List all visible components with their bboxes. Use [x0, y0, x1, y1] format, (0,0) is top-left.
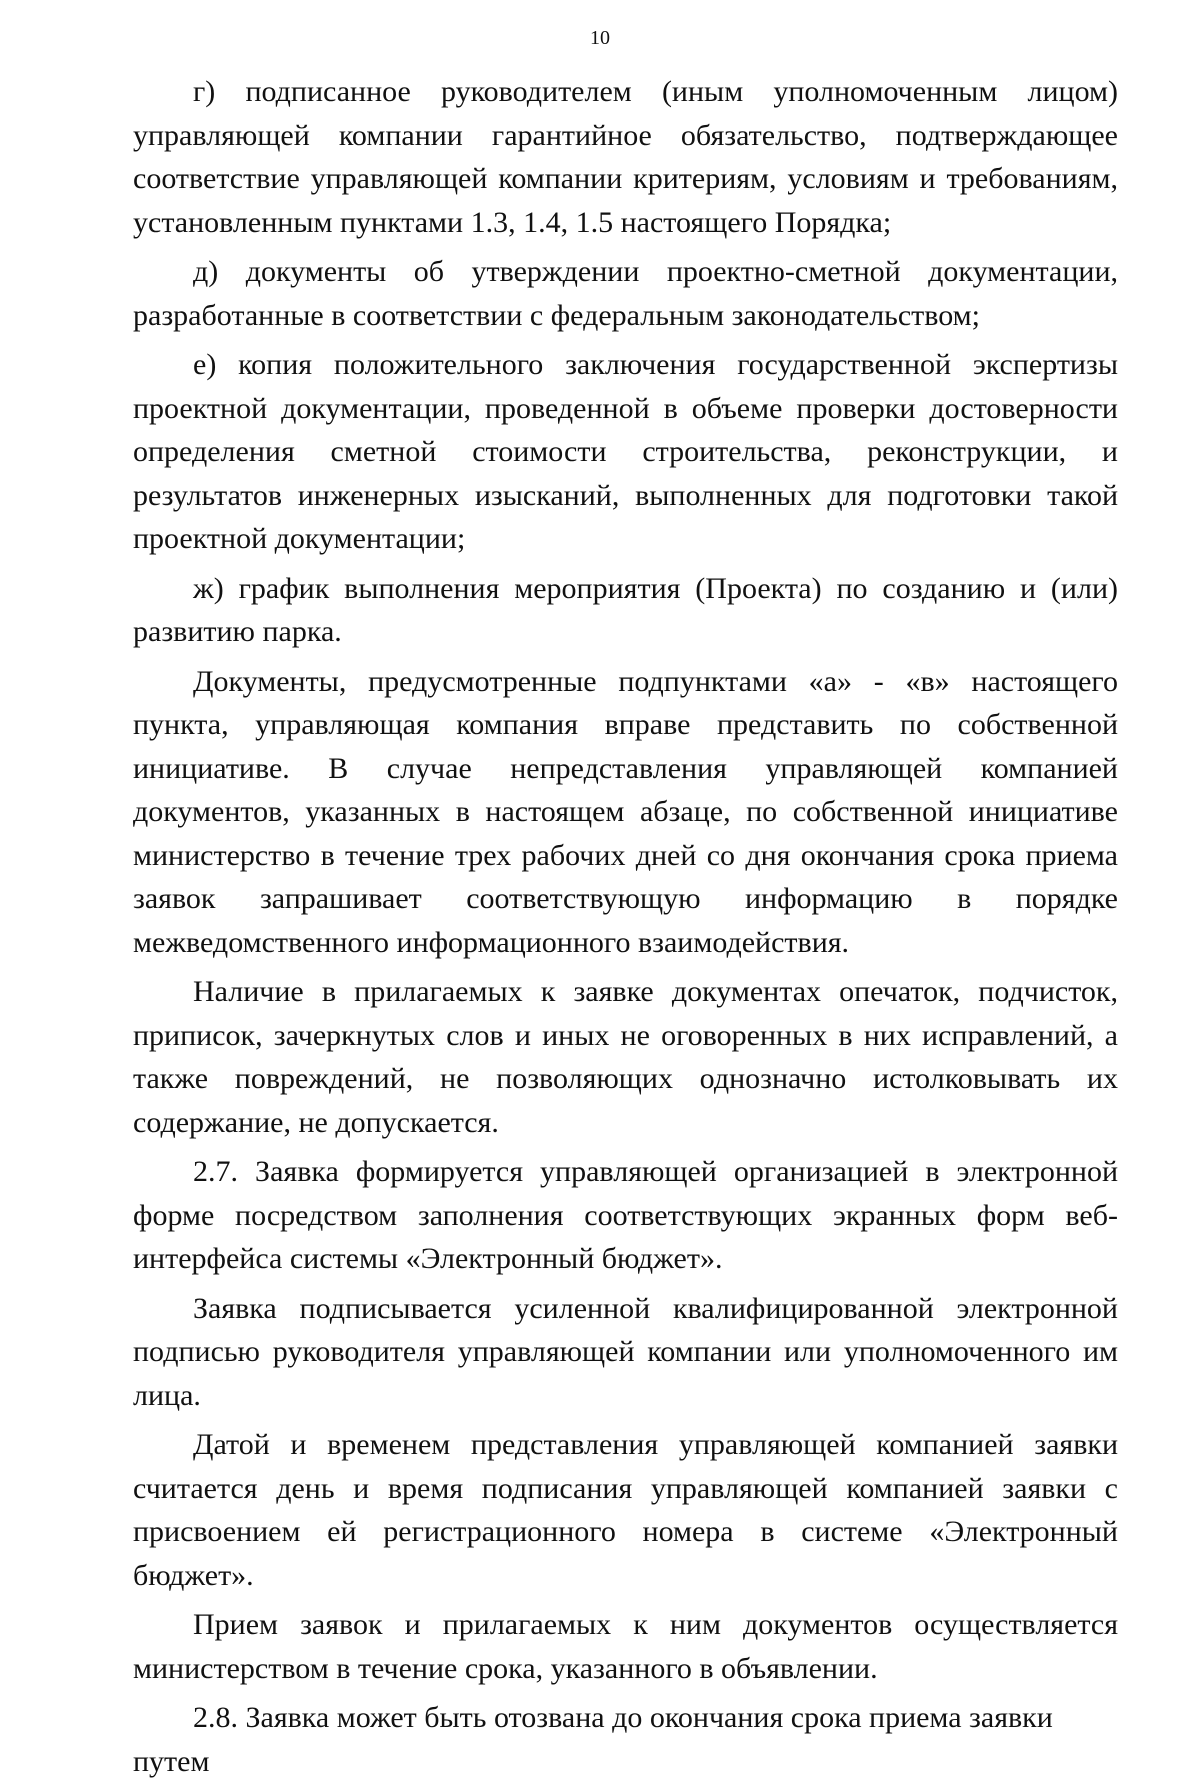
paragraph-errors-not-allowed: Наличие в прилагаемых к заявке документах опечаток, подчисток, приписок, зачеркнутых слов и иных не оговоренных в них исправлений, а также повреждений, не позволяющих однозначно истолковывать их содержание, не допускается.: [133, 975, 1118, 1139]
paragraph-item-d: д) документы об утверждении проектно-сметной документации, разработанные в соответствии с федеральным законодательством;: [133, 255, 1118, 332]
page-number: 10: [590, 27, 610, 49]
paragraph-documents-initiative: Документы, предусмотренные подпунктами «а» - «в» настоящего пункта, управляющая компания вправе представить по собственной инициативе. В случае непредставления управляющей компанией документов, указанных в настоящем абзаце, по собственной инициативе министерство в течение трех рабочих дней со дня окончания срока приема заявок запрашивает соответствующую информацию в порядке межведомственного информационного взаимодействия.: [133, 664, 1118, 959]
paragraph-acceptance: Прием заявок и прилагаемых к ним документов осуществляется министерством в течение срока, указанного в объявлении.: [133, 1608, 1118, 1685]
paragraph-2-8: 2.8. Заявка может быть отозвана до окончания срока приема заявки путем: [133, 1701, 1053, 1778]
paragraph-item-g: г) подписанное руководителем (иным уполномоченным лицом) управляющей компании гарантийное обязательство, подтверждающее соответствие управляющей компании критериям, условиям и требованиям, установленным пунктами 1.3, 1.4, 1.5 настоящего Порядка;: [133, 75, 1118, 239]
paragraph-item-e: е) копия положительного заключения государственной экспертизы проектной документации, проведенной в объеме проверки достоверности определения сметной стоимости строительства, реконструкции, и результатов инженерных изысканий, выполненных для подготовки такой проектной документации;: [133, 348, 1118, 555]
paragraph-2-7: 2.7. Заявка формируется управляющей организацией в электронной форме посредством заполнения соответствующих экранных форм веб-интерфейса системы «Электронный бюджет».: [133, 1155, 1118, 1275]
document-body: [133, 70, 1118, 1783]
paragraph-submission-date: Датой и временем представления управляющей компанией заявки считается день и время подписания управляющей компанией заявки с присвоением ей регистрационного номера в системе «Электронный бюджет».: [133, 1428, 1118, 1592]
paragraph-signature: Заявка подписывается усиленной квалифицированной электронной подписью руководителя управляющей компании или уполномоченного им лица.: [133, 1291, 1118, 1412]
paragraph-item-zh: ж) график выполнения мероприятия (Проекта) по созданию и (или) развитию парка.: [133, 571, 1118, 648]
